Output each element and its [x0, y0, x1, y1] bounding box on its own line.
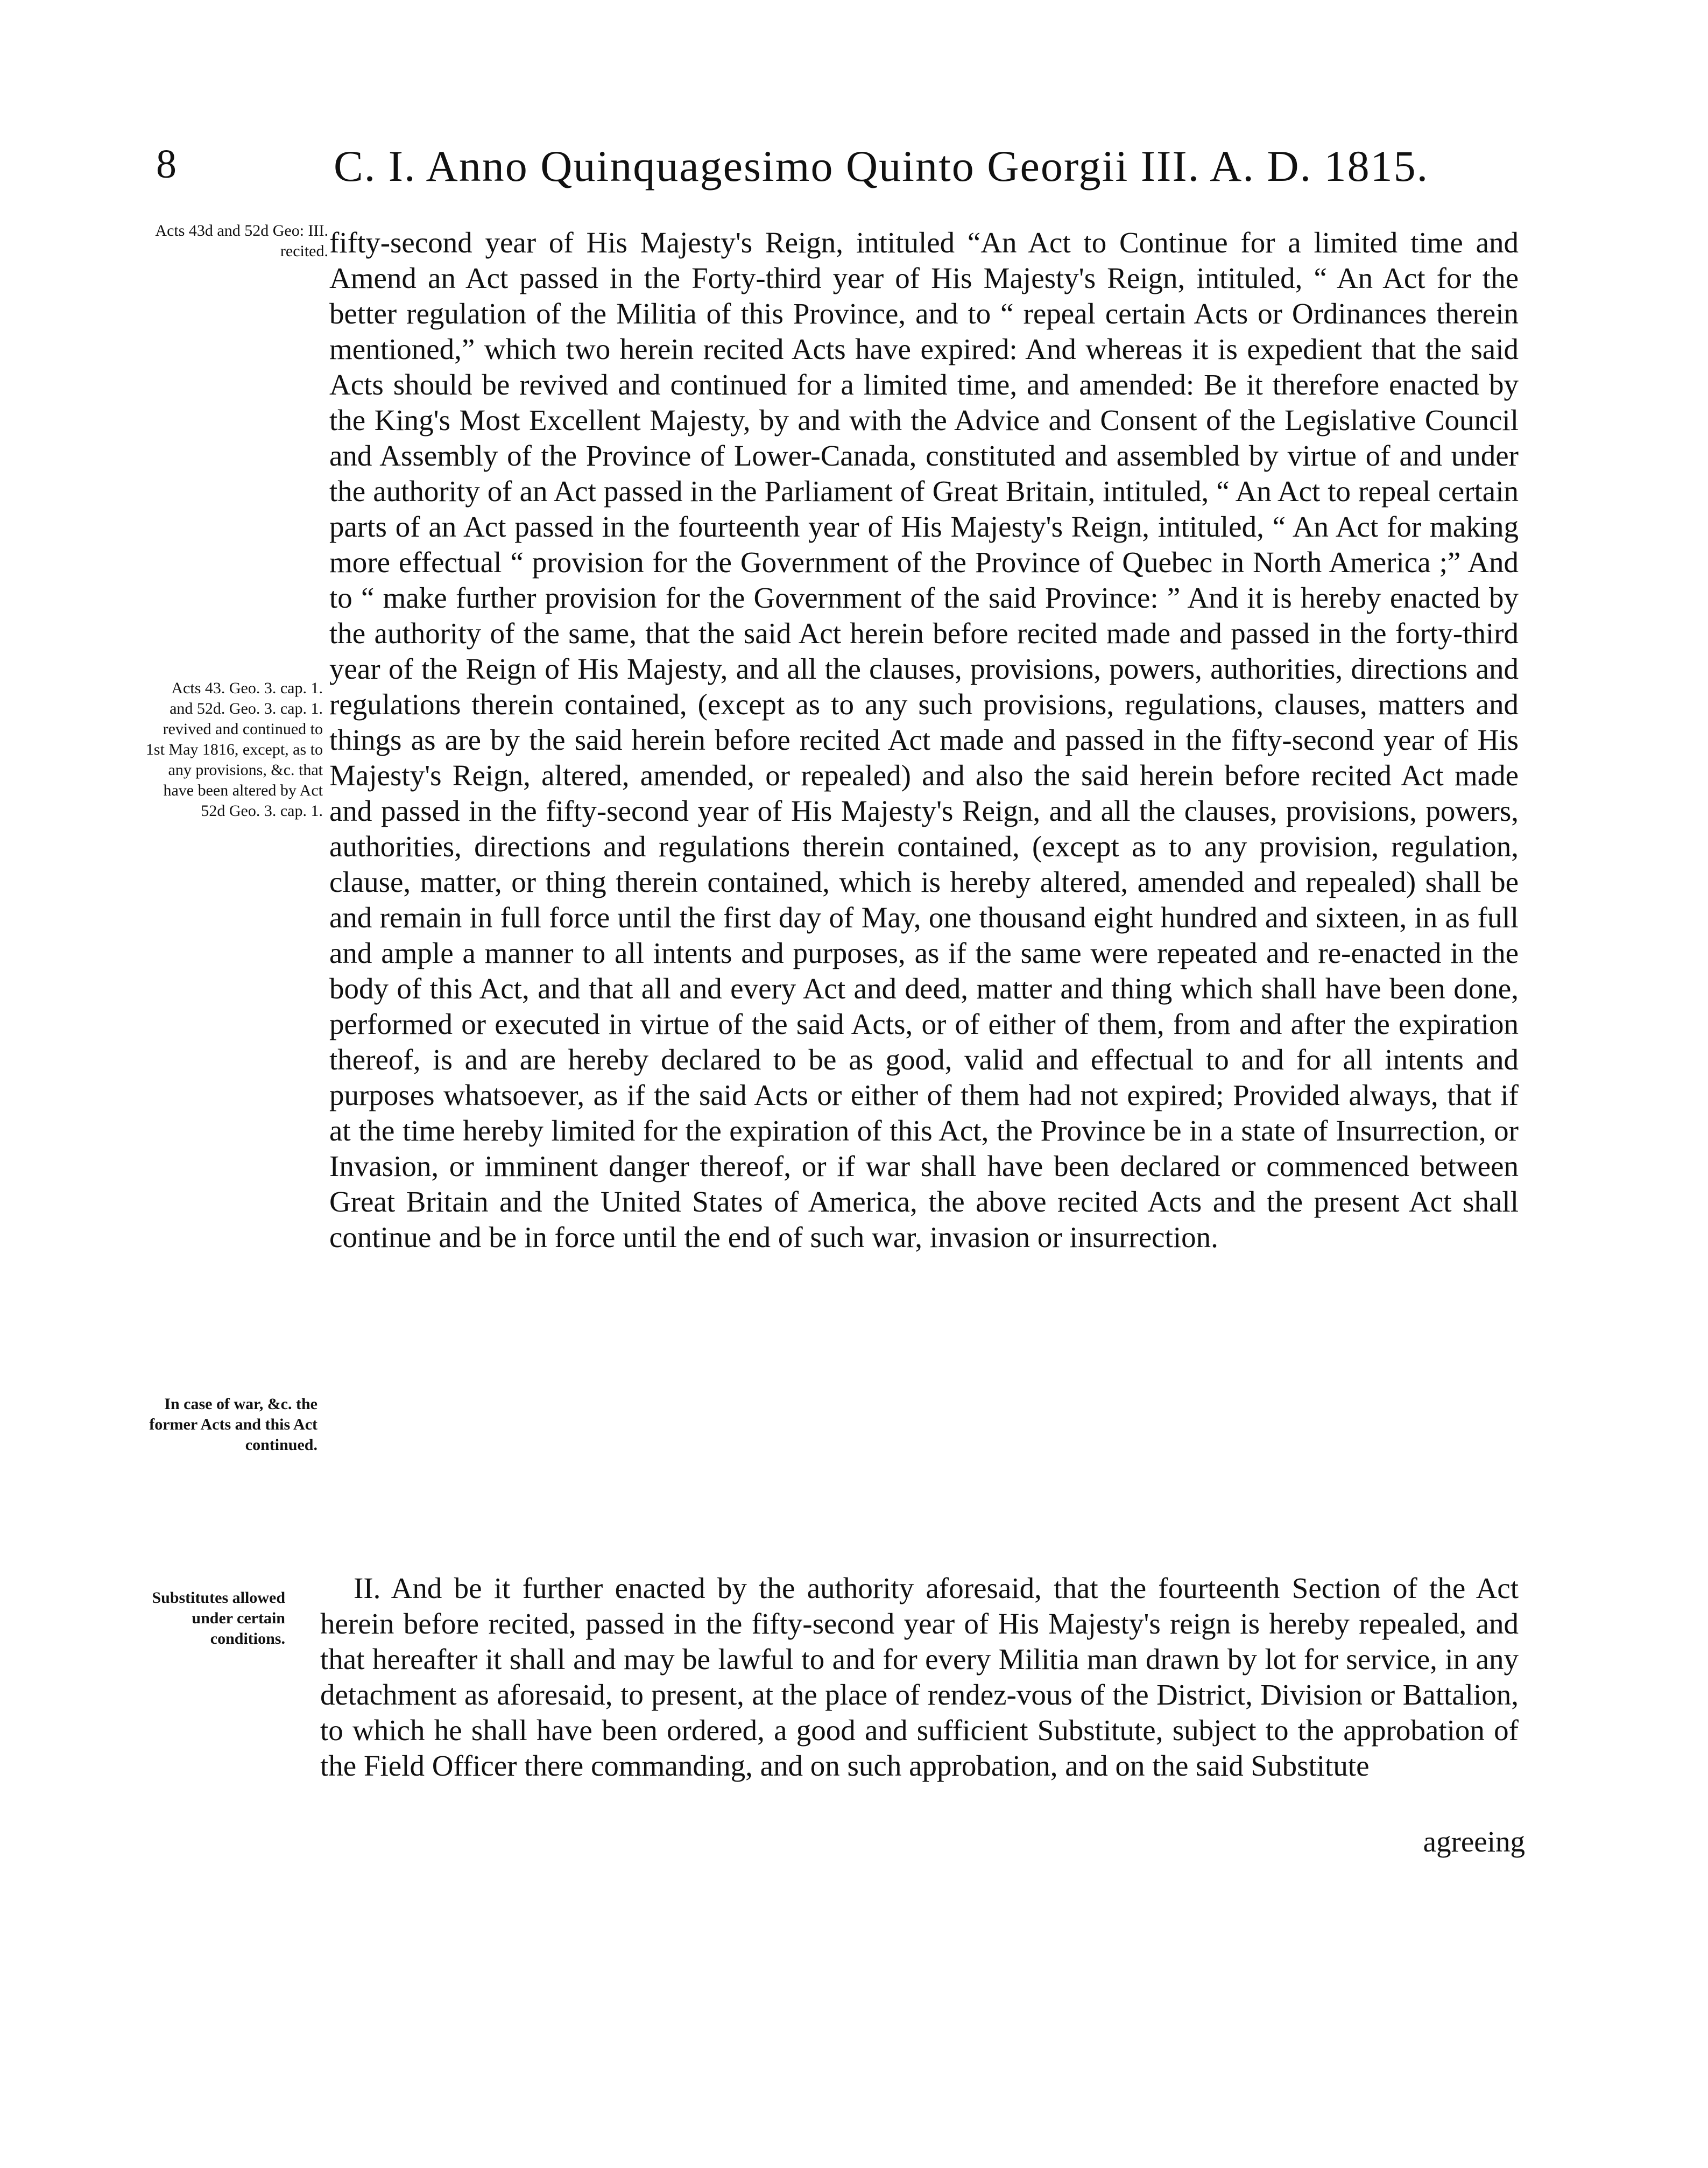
- margin-note-acts-revived: Acts 43. Geo. 3. cap. 1. and 52d. Geo. 3. cap. 1. revived and continued to 1st May 1816, except, as to any provisions, &c. that have been altered by Act 52d Geo. 3. cap. 1.: [145, 679, 323, 820]
- margin-note-substitutes: Substitutes allowed under certain conditions.: [152, 1589, 285, 1648]
- running-title: C. I. Anno Quinquagesimo Quinto Georgii III. A. D. 1815.: [334, 142, 1429, 191]
- margin-note-acts-recited: Acts 43d and 52d Geo: III. recited.: [155, 222, 328, 260]
- margin-note-war-continuation: In case of war, &c. the former Acts and this Act continued.: [149, 1395, 317, 1454]
- body-paragraph-2: II. And be it further enacted by the authority aforesaid, that the fourteenth Section of the Act herein before recited, passed in the fifty-second year of His Majesty's reign is hereby repealed, and that hereafter it shall and may be lawful to and for every Militia man drawn by lot for service, in any detachment as aforesaid, to present, at the place of rendez-vous of the District, Division or Battalion, to which he shall have been ordered, a good and sufficient Substitute, subject to the approbation of the Field Officer there commanding, and on such approbation, and on the said Substitute: [320, 1572, 1519, 1782]
- page-header: [0, 141, 1708, 206]
- page-number: 8: [156, 142, 177, 187]
- catchword: agreeing: [1423, 1825, 1525, 1858]
- body-paragraph-1: fifty-second year of His Majesty's Reign, intituled “An Act to Continue for a limited time and Amend an Act passed in the Forty-third year of His Majesty's Reign, intituled, “ An Act for the better regulation of the Militia of this Province, and to “ repeal certain Acts or Ordinances therein mentioned,” which two herein recited Acts have expired: And whereas it is expedient that the said Acts should be revived and continued for a limited time, and amended: Be it therefore enacted by the King's Most Excellent Majesty, by and with the Advice and Consent of the Legislative Council and Assembly of the Province of Lower-Canada, constituted and assembled by virtue of and under the authority of an Act passed in the Parliament of Great Britain, intituled, “ An Act to repeal certain parts of an Act passed in the fourteenth year of His Majesty's Reign, intituled, “ An Act for making more effectual “ provision for the Government of the Province of Quebec in North America ;” And to “ make further provision for the Government of the said Province: ” And it is hereby enacted by the authority of the same, that the said Act herein before recited made and passed in the forty-third year of the Reign of His Majesty, and all the clauses, provisions, powers, authorities, directions and regulations therein contained, (except as to any such provisions, regulations, clauses, matters and things as are by the said herein before recited Act made and passed in the fifty-second year of His Majesty's Reign, altered, amended, or repealed) and also the said herein before recited Act made and passed in the fifty-second year of His Majesty's Reign, and all the clauses, provisions, powers, authorities, directions and regulations therein contained, (except as to any provision, regulation, clause, matter, or thing therein contained, which is hereby altered, amended and repealed) shall be and remain in full force until the first day of May, one thousand eight hundred and sixteen, in as full and ample a manner to all intents and purposes, as if the same were repeated and re-enacted in the body of this Act, and that all and every Act and deed, matter and thing which shall have been done, performed or executed in virtue of the said Acts, or of either of them, from and after the expiration thereof, is and are hereby declared to be as good, valid and effectual to and for all intents and purposes whatsoever, as if the said Acts or either of them had not expired; Provided always, that if at the time hereby limited for the expiration of this Act, the Province be in a state of Insurrection, or Invasion, or imminent danger thereof, or if war shall have been declared or commenced between Great Britain and the United States of America, the above recited Acts and the present Act shall continue and be in force until the end of such war, invasion or insurrection.: [329, 226, 1519, 1254]
